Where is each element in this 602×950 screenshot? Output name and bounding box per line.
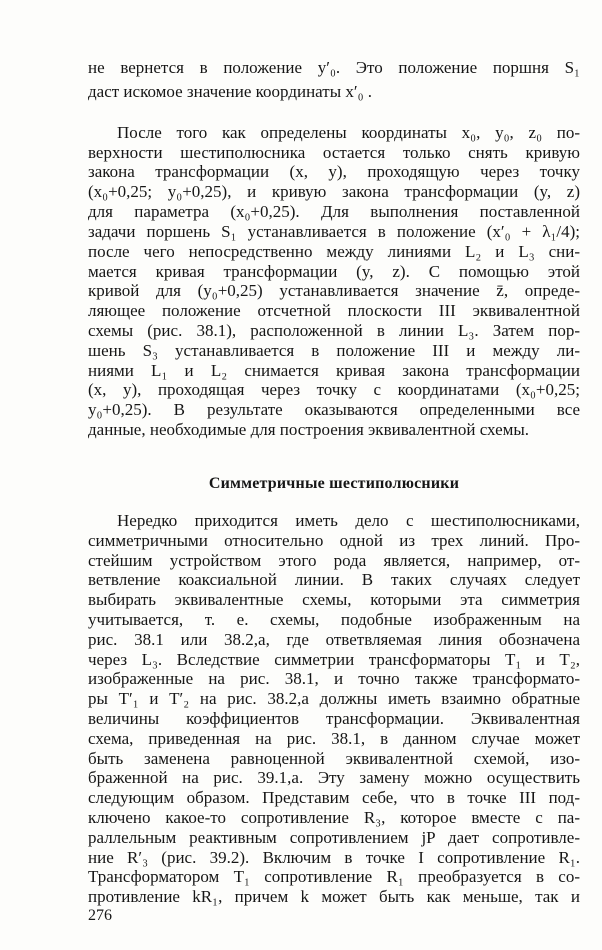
text-line: рис. 38.1 или 38.2,a, где ответвляемая линия обозначена <box>88 629 580 649</box>
text-line: (x₀+0,25; y₀+0,25), и кривую закона трансформации (y, z) <box>88 182 580 202</box>
text-line: Нередко приходится иметь дело с шестиполюсниками, <box>117 510 580 530</box>
text-line: после чего непосредственно между линиями L₂ и L₃ сни- <box>88 241 580 261</box>
text-line: для параметра (x₀+0,25). Для выполнения поставленной <box>88 202 580 222</box>
text-line: ние R′₃ (рис. 39.2). Включим в точке I сопротивление R₁. <box>88 847 580 867</box>
text-line: ляющее положение отсчетной плоскости III эквивалентной <box>88 301 580 321</box>
text-line: шень S₃ устанавливается в положение III и между ли- <box>88 340 580 360</box>
text-line: величины коэффициентов трансформации. Эквивалентная <box>88 708 580 728</box>
page-number: 276 <box>88 907 112 924</box>
text-line: браженной на рис. 39.1,a. Эту замену можно осуществить <box>88 768 580 788</box>
text-line: даст искомое значение координаты x′₀ . <box>88 82 373 102</box>
text-line: учитывается, т. е. схемы, подобные изображенным на <box>88 609 580 629</box>
text-line: закона трансформации (x, y), проходящую через точку <box>88 162 580 182</box>
text-line: После того как определены координаты x₀, y₀, z₀ по- <box>117 122 580 142</box>
text-line: данные, необходимые для построения эквивалентной схемы. <box>88 419 530 439</box>
text-line: ры T′₁ и T′₂ на рис. 38.2,a должны иметь взаимно обратные <box>88 689 580 709</box>
text-line: схемы (рис. 38.1), расположенной в линии L₃. Затем пор- <box>88 320 580 340</box>
text-line: (x, y), проходящая через точку с координатами (x₀+0,25; <box>88 380 580 400</box>
text-line: выбирать эквивалентные схемы, которыми эта симметрия <box>88 590 580 610</box>
text-line: через L₃. Вследствие симметрии трансформаторы T₁ и T₂, <box>88 649 580 669</box>
text-line: быть заменена равноценной эквивалентной схемой, изо- <box>88 748 580 768</box>
text-line: задачи поршень S₁ устанавливается в положение (x′₀ + λ₁/4); <box>88 221 580 241</box>
text-line: изображенные на рис. 38.1, и точно также трансформато- <box>88 669 580 689</box>
text-line: ветвление коаксиальной линии. В таких случаях следует <box>88 570 580 590</box>
text-line: ключено какое-то сопротивление R₃, которое вместе с па- <box>88 808 580 827</box>
text-line: мается кривая трансформации (y, z). С помощью этой <box>88 261 580 281</box>
text-line: верхности шестиполюсника остается только снять кривую <box>88 142 580 162</box>
text-line: ниями L₁ и L₂ снимается кривая закона трансформации <box>88 360 580 380</box>
text-line: противление kR₁, причем k может быть как меньше, так и <box>88 887 580 907</box>
text-line: не вернется в положение y′₀. Это положение поршня S₁ <box>88 58 580 77</box>
text-line: симметричными относительно одной из трех линий. Про- <box>88 530 580 550</box>
text-line: y₀+0,25). В результате оказываются определенными все <box>88 400 580 420</box>
text-line: раллельным реактивным сопротивлением jP дает сопротивле- <box>88 827 580 847</box>
text-line: следующим образом. Представим себе, что в точке III под- <box>88 788 580 808</box>
section-heading: Симметричные шестиполюсники <box>208 474 460 492</box>
text-line: схема, приведенная на рис. 38.1, в данном случае может <box>88 728 580 748</box>
text-line: кривой для (y₀+0,25) устанавливается значение z̄, опреде- <box>88 281 580 301</box>
text-line: Трансформатором T₁ сопротивление R₁ преобразуется в со- <box>88 867 580 887</box>
text-line: стейшим устройством этого рода является, например, от- <box>88 550 580 570</box>
